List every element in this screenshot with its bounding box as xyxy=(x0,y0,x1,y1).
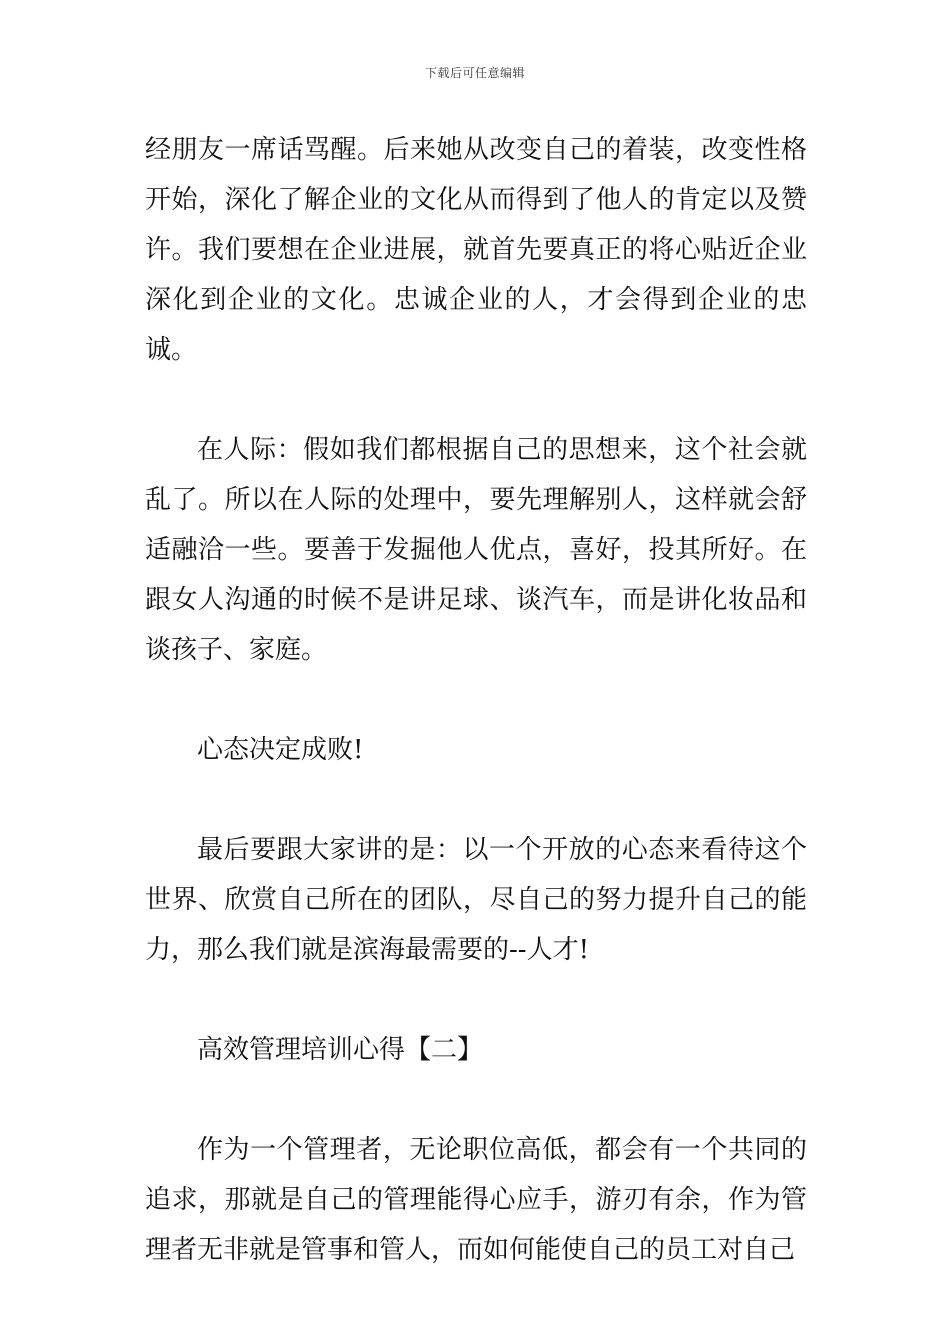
paragraph-continuation: 经朋友一席话骂醒。后来她从改变自己的着装，改变性格开始，深化了解企业的文化从而得到了他人的肯定以及赞许。我们要想在企业进展，就首先要真正的将心贴近企业深化到企业的文化。忠诚企业的人，才会得到企业的忠诚。 xyxy=(145,135,807,365)
paragraph-conclusion: 最后要跟大家讲的是：以一个开放的心态来看待这个世界、欣赏自己所在的团队，尽自己的努力提升自己的能力，那么我们就是滨海最需要的--人才! xyxy=(145,835,807,965)
paragraph-interpersonal: 在人际：假如我们都根据自己的思想来，这个社会就乱了。所以在人际的处理中，要先理解别人，这样就会舒适融洽一些。要善于发掘他人优点，喜好，投其所好。在跟女人沟通的时候不是讲足球、谈汽车，而是讲化妆品和谈孩子、家庭。 xyxy=(145,435,807,665)
paragraph-management: 作为一个管理者，无论职位高低，都会有一个共同的追求，那就是自己的管理能得心应手，游刃有余，作为管理者无非就是管事和管人，而如何能使自己的员工对自己 xyxy=(145,1135,807,1265)
section-heading: 高效管理培训心得【二】 xyxy=(197,1035,484,1065)
paragraph-mindset: 心态决定成败! xyxy=(197,735,364,765)
page-header-note: 下载后可任意编辑 xyxy=(424,66,525,80)
document-body xyxy=(145,125,807,1275)
